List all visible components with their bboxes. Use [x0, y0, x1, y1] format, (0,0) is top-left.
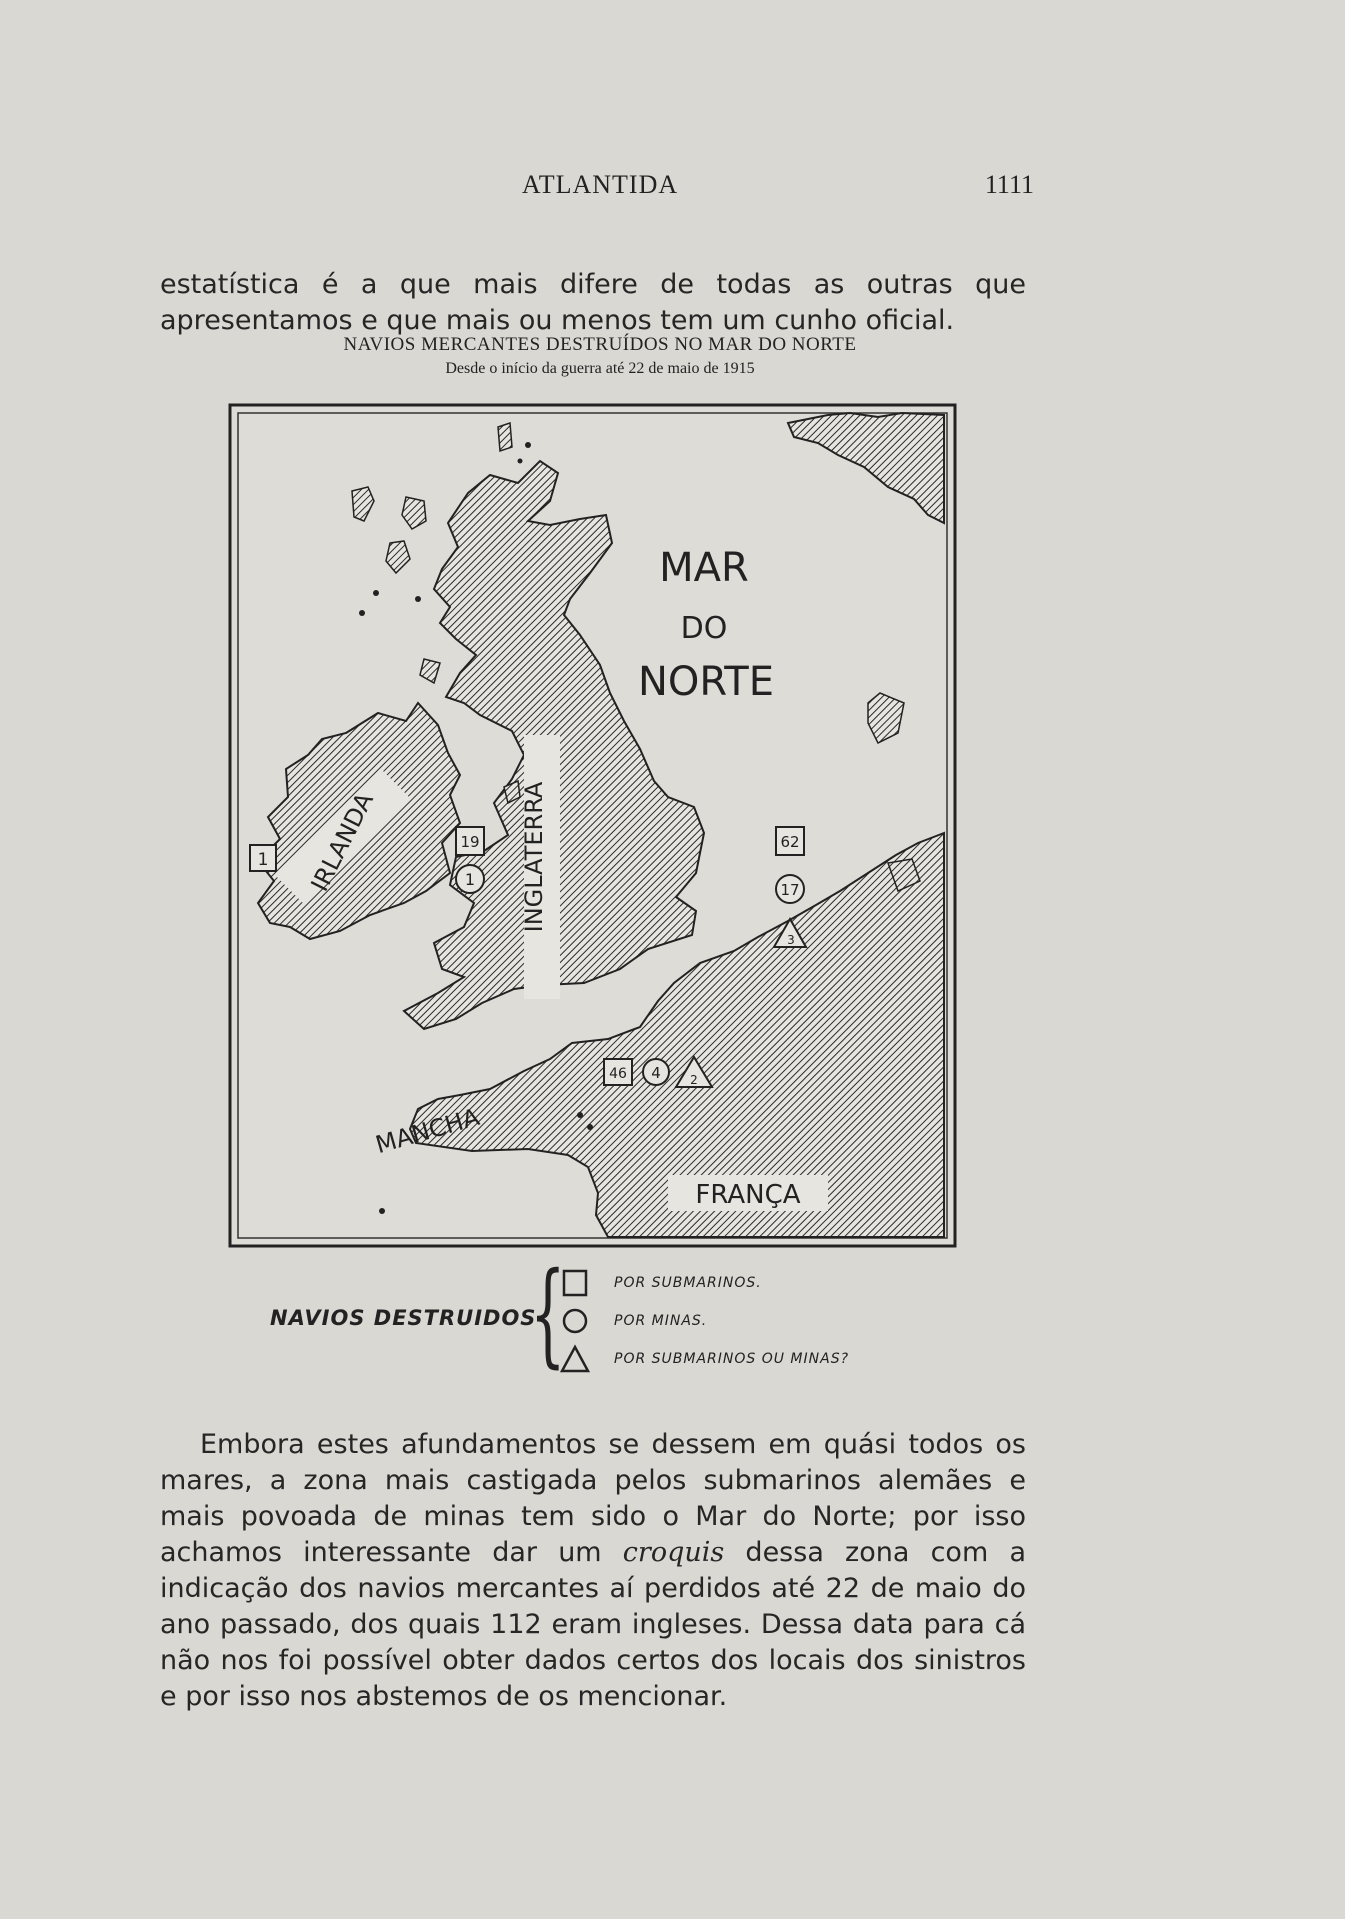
- svg-text:19: 19: [460, 833, 480, 851]
- svg-text:3: 3: [787, 933, 795, 947]
- legend-item-submarines: [560, 1266, 762, 1300]
- svg-text:4: 4: [651, 1064, 661, 1082]
- legend-item-text: POR SUBMARINOS OU MINAS?: [614, 1351, 850, 1367]
- svg-text:62: 62: [780, 833, 800, 851]
- label-channel: MANCHA: [372, 1102, 483, 1160]
- marker-west-submarine: [250, 845, 276, 871]
- north-sea-map: [228, 403, 957, 1248]
- legend-item-mines: [560, 1304, 707, 1338]
- legend-item-text: POR SUBMARINOS.: [614, 1275, 762, 1291]
- svg-text:2: 2: [690, 1073, 698, 1087]
- label-sea-line1: MAR: [659, 545, 749, 591]
- marker-channel-submarine: [604, 1059, 632, 1085]
- label-france: FRANÇA: [695, 1180, 801, 1210]
- circle-icon: [560, 1306, 590, 1336]
- legend-item-text: POR MINAS.: [614, 1313, 708, 1329]
- body-text-part1: Embora estes afundamentos se dessem em quási todos os mares, a zona mais castigada pelos submarinos alemães e mais povoada de minas tem sido o Mar do Norte; por isso achamos interessante dar um: [160, 1429, 1026, 1568]
- label-england: INGLATERRA: [520, 781, 548, 933]
- svg-text:46: 46: [609, 1066, 627, 1082]
- svg-text:1: 1: [464, 870, 476, 889]
- legend-label: NAVIOS DESTRUIDOS: [270, 1306, 537, 1330]
- square-icon: [560, 1268, 590, 1298]
- label-ireland: IRLANDA: [305, 788, 379, 896]
- body-paragraph: [160, 1427, 1026, 1715]
- svg-text:17: 17: [780, 881, 800, 899]
- marker-north-sea-mine: [776, 875, 804, 903]
- legend-item-either: [560, 1342, 849, 1376]
- label-sea-line2: DO: [680, 611, 728, 646]
- marker-irish-sea-submarine: [456, 827, 484, 855]
- running-title: ATLANTIDA: [521, 170, 679, 199]
- marker-channel-mine: [643, 1059, 669, 1085]
- marker-north-sea-submarine: [776, 827, 804, 855]
- body-text-italic: croquis: [622, 1537, 725, 1568]
- legend-brace: {: [530, 1249, 566, 1379]
- map-legend: [230, 1249, 990, 1382]
- figure-title: NAVIOS MERCANTES DESTRUÍDOS NO MAR DO NORTE: [343, 334, 857, 355]
- running-head: [160, 170, 1040, 210]
- figure-subtitle: Desde o início da guerra até 22 de maio de 1915: [445, 360, 755, 377]
- intro-paragraph: estatística é a que mais difere de todas as outras que apresentamos e que mais ou menos tem um cunho oficial.: [160, 269, 1026, 336]
- body-text-part2: dessa zona com a indicação dos navios mercantes aí perdidos até 22 de maio do ano passado, dos quais 112 eram ingleses. Dessa data para cá não nos foi possível obter dados certos dos locais dos sinistros e por isso nos abstemos de os mencionar.: [160, 1537, 1026, 1712]
- page-number: 1111: [984, 170, 1034, 199]
- triangle-icon: [560, 1344, 590, 1374]
- svg-text:1: 1: [257, 850, 269, 870]
- label-sea-line3: NORTE: [638, 659, 774, 705]
- marker-irish-sea-mine: [456, 865, 484, 893]
